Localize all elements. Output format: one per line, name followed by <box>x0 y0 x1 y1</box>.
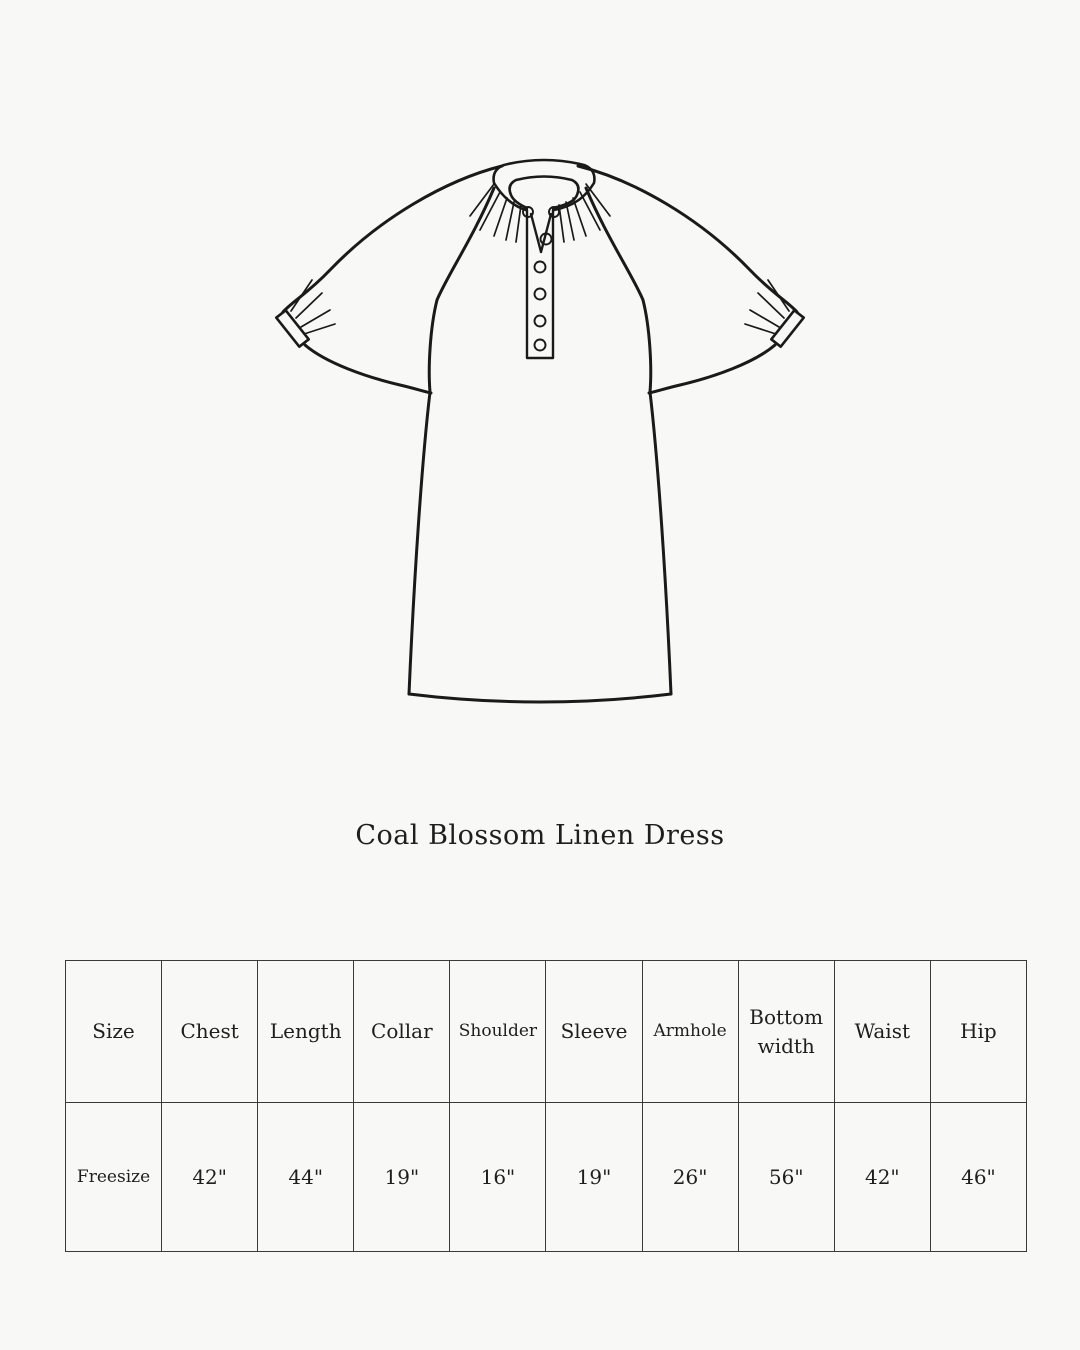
measurement-cell: 44" <box>258 1103 354 1252</box>
table-row <box>66 1103 1027 1252</box>
column-header: Bottom width <box>738 961 834 1103</box>
dress-body <box>409 188 671 702</box>
measurement-cell: 56" <box>738 1103 834 1252</box>
measurement-cell: 19" <box>546 1103 642 1252</box>
cuff-right <box>771 310 803 346</box>
column-header: Chest <box>162 961 258 1103</box>
column-header: Size <box>66 961 162 1103</box>
measurement-cell: Freesize <box>66 1103 162 1252</box>
column-header: Waist <box>834 961 930 1103</box>
button <box>535 316 546 327</box>
measurement-cell: 26" <box>642 1103 738 1252</box>
column-header: Collar <box>354 961 450 1103</box>
column-header: Sleeve <box>546 961 642 1103</box>
measurement-cell: 19" <box>354 1103 450 1252</box>
header-row <box>66 961 1027 1103</box>
column-header: Hip <box>930 961 1026 1103</box>
measurement-cell: 42" <box>834 1103 930 1252</box>
column-header: Armhole <box>642 961 738 1103</box>
column-header: Length <box>258 961 354 1103</box>
size-chart-table <box>65 960 1027 1252</box>
button <box>535 262 546 273</box>
cuff-left <box>276 310 308 346</box>
measurement-cell: 46" <box>930 1103 1026 1252</box>
size-chart-body <box>66 1103 1027 1252</box>
button <box>535 289 546 300</box>
sleeve-left <box>276 166 502 393</box>
measurement-cell: 42" <box>162 1103 258 1252</box>
measurement-cell: 16" <box>450 1103 546 1252</box>
dress-illustration <box>250 130 830 730</box>
product-title: Coal Blossom Linen Dress <box>355 820 725 851</box>
column-header: Shoulder <box>450 961 546 1103</box>
hem-line <box>409 694 671 702</box>
button-placket <box>523 207 559 358</box>
sleeve-right <box>578 166 804 393</box>
button <box>535 340 546 351</box>
size-chart-header <box>66 961 1027 1103</box>
